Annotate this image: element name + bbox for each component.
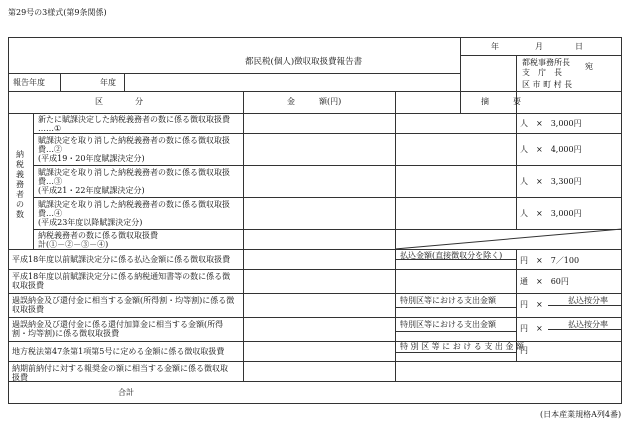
row-3-remark: 人 × 3,300円 xyxy=(520,177,582,186)
form-reference: 第29号の3様式(第9条関係) xyxy=(8,8,107,17)
lower-row-4-line-2: 割・均等割)に係る徴収取扱費 xyxy=(12,329,120,338)
row-3-line-1: 賦課決定を取り消した納税義務者の数に係る徴収取扱 xyxy=(38,168,230,177)
row-5-line-1: 納税義務者の数に係る徴収取扱費 xyxy=(38,231,158,240)
divider xyxy=(395,352,516,353)
row-3-line-3: (平成21・22年度賦課決定分) xyxy=(38,186,145,195)
row-4-line-3: (平成23年度以降賦課決定分) xyxy=(38,218,143,227)
header-amount: 金 額(円) xyxy=(287,97,342,106)
row-2-remark: 人 × 4,000円 xyxy=(520,145,582,154)
municipality-head: 区 市 町 村 長 xyxy=(522,80,573,89)
date-month: 月 xyxy=(535,42,543,51)
payin-rate-1: 払込按分率 xyxy=(568,296,608,305)
special-payment-label-2: 特別区等における支出金額 xyxy=(400,320,496,329)
yen-times-1: 円 × xyxy=(520,300,543,309)
row-3-line-2: 費…③ xyxy=(38,177,62,186)
row-4-remark: 人 × 3,000円 xyxy=(520,209,582,218)
lower-row-3-line-1: 過誤納金及び還付金に相当する金額(所得割・均等割)に係る徴 xyxy=(12,296,235,305)
divider xyxy=(395,331,516,332)
taxpayer-count-side-label: 納税義務者の数 xyxy=(16,150,24,219)
footer-spec: (日本産業規格A列4番) xyxy=(540,410,622,419)
report-year-label: 報告年度 xyxy=(13,78,45,87)
divider xyxy=(8,293,622,294)
special-payment-label-3: 特 別 区 等 に お け る 支 出 金 額 xyxy=(400,342,524,351)
lower-row-1-line-1: 平成18年度以前賦課決定分に係る払込金額に係る徴収取扱費 xyxy=(12,255,231,264)
lower-row-4-line-1: 過誤納金及び還付金に係る還付加算金に相当する金額(所得 xyxy=(12,320,224,329)
paid-amount-label: 払込金額(直接徴収分を除く) xyxy=(400,251,503,260)
date-year: 年 xyxy=(491,42,499,51)
special-payment-label-1: 特別区等における支出金額 xyxy=(400,296,496,305)
lower-row-2-line-2: 収取扱費 xyxy=(12,281,44,290)
row-4-line-2: 費…④ xyxy=(38,209,62,218)
date-day: 日 xyxy=(575,42,583,51)
lower-row-6-line-1: 納期前納付に対する報奨金の額に相当する金額に係る徴収取 xyxy=(12,364,228,373)
lower-row-5-line-1: 地方税法第47条第1項第5号に定める金額に係る徴収取扱費 xyxy=(12,347,225,356)
yen-times-2: 円 × xyxy=(520,324,543,333)
yen-unit: 円 xyxy=(520,346,528,355)
notices-60: 通 × 60円 xyxy=(520,277,569,286)
divider xyxy=(8,381,622,382)
row-1-line-2: ……① xyxy=(38,124,62,133)
lower-row-2-line-1: 平成18年度以前賦課決定分に係る納税通知書等の数に係る徴 xyxy=(12,272,231,281)
total-label: 合計 xyxy=(118,388,134,397)
lower-row-3-line-2: 収取扱費 xyxy=(12,305,44,314)
divider xyxy=(395,307,516,308)
header-remarks: 摘 要 xyxy=(481,97,521,106)
row-2-line-2: 費…② xyxy=(38,145,62,154)
row-2-line-1: 賦課決定を取り消した納税義務者の数に係る徴収取扱 xyxy=(38,136,230,145)
form-title: 都民税(個人)徴収取扱費報告書 xyxy=(245,57,363,67)
row-1-remark: 人 × 3,000円 xyxy=(520,119,582,128)
payin-rate-2: 払込按分率 xyxy=(568,320,608,329)
row-1-line-1: 新たに賦課決定した納税義務者の数に係る徴収取扱費 xyxy=(38,115,230,124)
header-category: 区 分 xyxy=(95,97,143,106)
divider xyxy=(8,341,622,342)
row-5-line-2: 計(①－②－③－④) xyxy=(38,240,109,249)
rate-7-100: 円 × 7／100 xyxy=(520,256,580,265)
lower-row-6-line-2: 扱費 xyxy=(12,373,28,382)
divider xyxy=(8,317,622,318)
divider xyxy=(8,269,622,270)
report-year-suffix: 年度 xyxy=(100,78,116,87)
addressee-line1: 都税事務所長 xyxy=(522,58,570,67)
row-4-line-1: 賦課決定を取り消した納税義務者の数に係る徴収取扱 xyxy=(38,200,230,209)
addressee-honorific: 宛 xyxy=(585,62,593,71)
addressee-line2: 支 庁 長 xyxy=(522,68,562,77)
divider xyxy=(8,361,622,362)
row-2-line-3: (平成19・20年度賦課決定分) xyxy=(38,154,145,163)
